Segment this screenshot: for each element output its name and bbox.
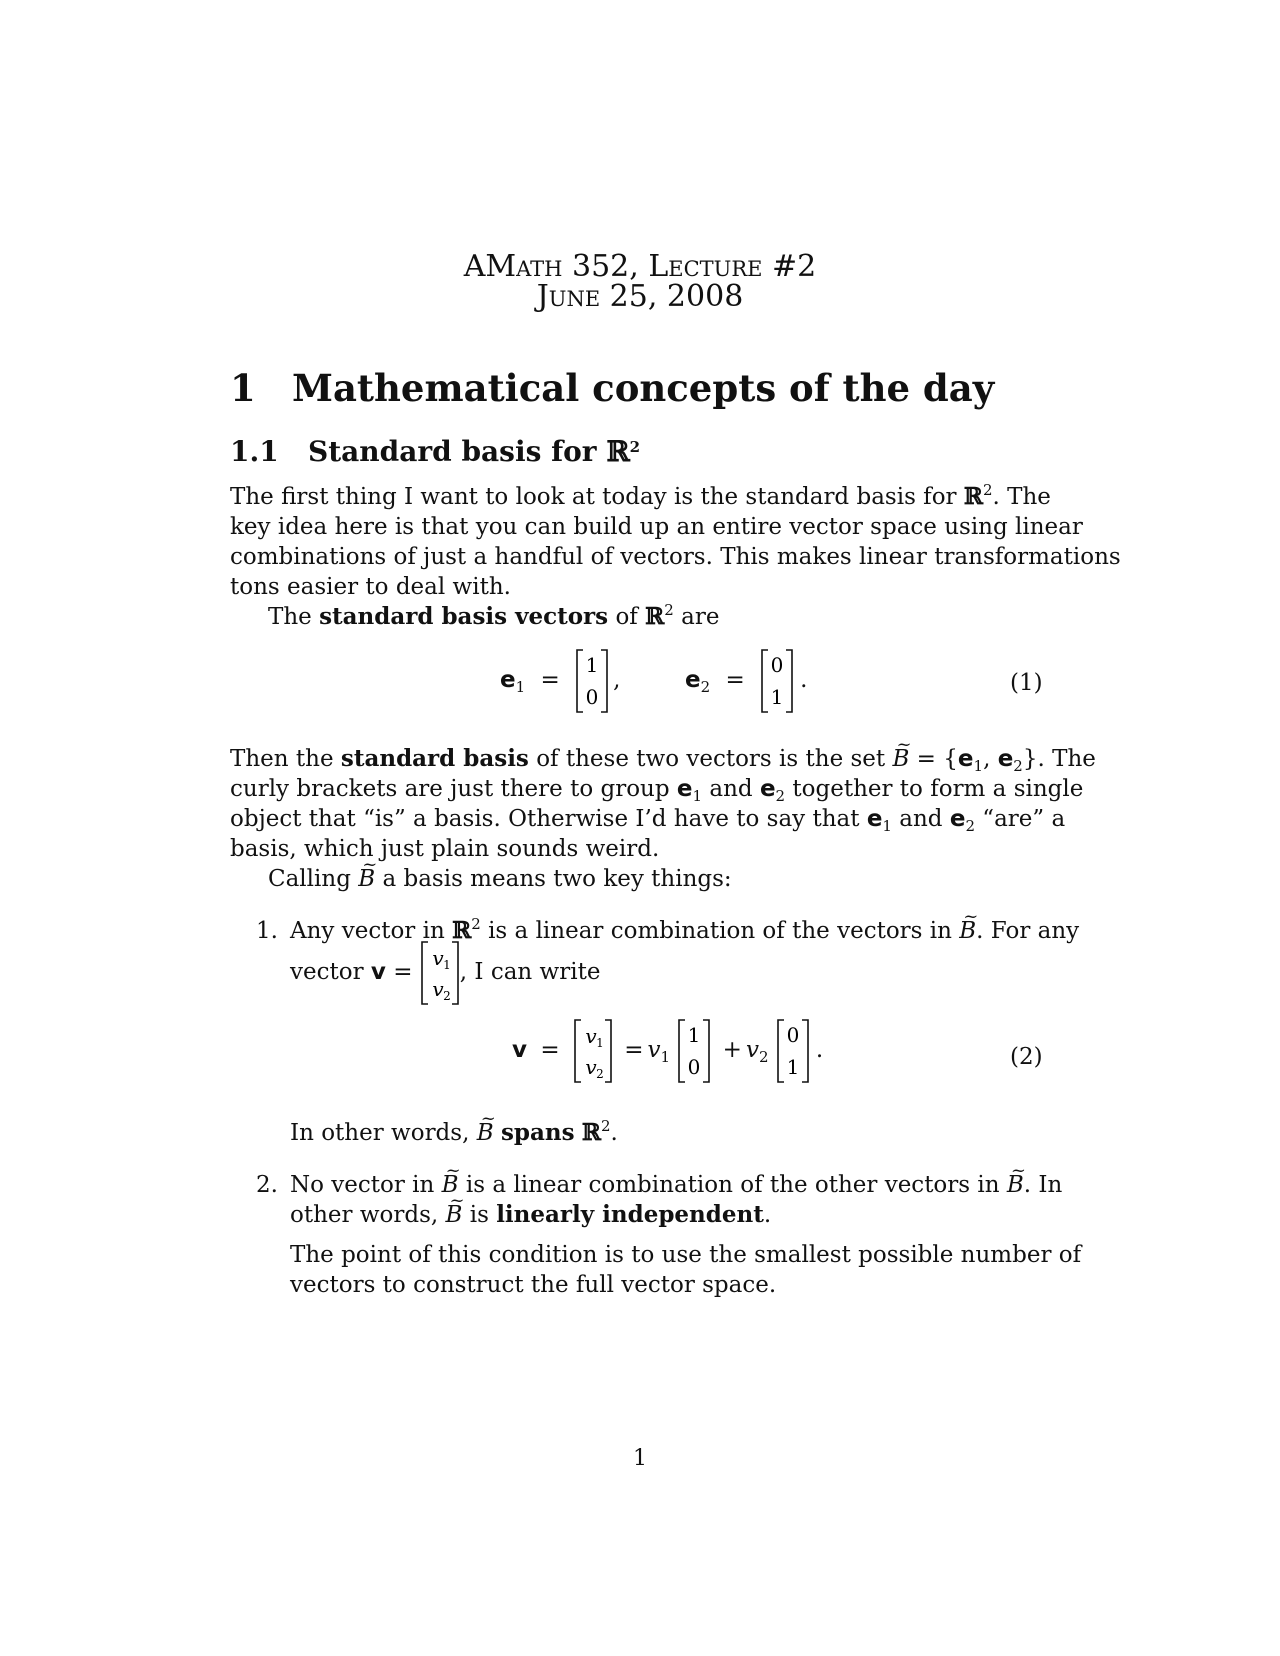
column-vector [420,940,460,1006]
subscript: 1 [660,1048,671,1066]
paragraph-intro [230,481,1121,602]
reals-symbol: ℝ [581,1119,601,1146]
basis-symbol: ~ B [442,1170,459,1200]
text: is [462,1202,497,1228]
list-number-2: 2. [256,1172,278,1198]
matrix-brackets [573,1018,613,1084]
text: other words, [290,1202,446,1228]
text: together to form a single [785,776,1084,802]
text: and [891,806,950,832]
scalar-symbol: v [745,1037,759,1063]
column-vector [760,648,794,714]
text: of [608,604,646,630]
equation-number-1: (1) [1010,670,1043,696]
text: The [268,604,320,630]
equals-sign: = [540,667,560,693]
plus-sign: + [722,1037,742,1063]
comma: , [613,667,621,693]
paragraph-standard-basis: Then the standard basis of these two vectors is the set ~ $B = \{e_1$, $e_2$}. The curly brackets are just there to group $e_1$ and $e_2$ together to form a single object that “is” a basis. Otherwise I’d have to say that $e_1$ and $e_2$ “are” a basis, which just plain sounds weird. [230,744,1040,864]
text: are [673,604,720,630]
subscript: 2 [700,678,711,696]
matrix-entry: 1 [687,1023,701,1047]
bold-term: spans [500,1119,575,1146]
exponent: 2 [471,915,481,933]
list-item-1-conclusion [290,1118,1040,1148]
matrix-brackets [420,940,460,1006]
equals-sign: = [624,1037,644,1063]
text: }. The [1022,746,1096,772]
text: In other words, [290,1120,477,1146]
equation-number-2: (2) [1010,1044,1043,1070]
paragraph-calling-basis [268,864,1048,894]
text: . [610,1120,618,1146]
text: object that “is” a basis. Otherwise I’d have to say that [230,806,867,832]
equals-sign: = [540,1037,560,1063]
list-number-1: 1. [256,918,278,944]
subscript: 2 [758,1048,769,1066]
subsection-number: 1.1 [230,435,279,468]
section-heading [230,368,994,408]
section-title: Mathematical concepts of the day [292,366,995,410]
matrix-entry: v [432,946,444,970]
exponent: 2 [664,601,674,619]
text: = { [909,746,958,772]
text: vectors to construct the full vector space. [290,1272,777,1298]
text: of these two vectors is the set [528,746,893,772]
bold-term: linearly independent [496,1201,764,1228]
text: basis, which just plain sounds weird. [230,836,660,862]
text: a basis means two key things: [375,866,732,892]
subscript: 1 [442,958,451,972]
matrix-entry: 1 [585,653,599,677]
vector-symbol: e [685,667,701,693]
matrix-entry: 1 [770,685,784,709]
text: , I can write [459,959,601,985]
doc-date: June 25, 2008 [536,279,744,314]
basis-symbol: ~ B [446,1200,463,1230]
text: tons easier to deal with. [230,574,511,600]
basis-symbol: ~ B [358,864,375,894]
subscript: 1 [596,1036,604,1050]
list-item-2 [290,1170,1063,1230]
text: . [763,1202,772,1228]
equals-sign: = [725,667,745,693]
basis-symbol: ~ B [892,744,909,774]
section-number: 1 [230,366,256,410]
text: Then the [230,746,341,772]
text: key idea here is that you can build up an entire vector space using linear [230,514,1083,540]
text: Calling [268,866,359,892]
basis-symbol: ~ B [1007,1170,1024,1200]
text: . In [1023,1172,1063,1198]
equation-2 [512,1018,823,1084]
paragraph-basis-vectors [268,602,1048,632]
period: . [815,1037,824,1063]
doc-title: AMath 352, Lecture #2 [463,249,817,284]
text: The first thing I want to look at today is the standard basis for [230,484,964,510]
exponent: 2 [629,438,641,456]
bold-term: standard basis [340,745,529,772]
text: . The [992,484,1051,510]
basis-symbol: ~ B [477,1118,494,1148]
matrix-entry: 1 [786,1055,800,1079]
page-number: 1 [633,1446,647,1471]
text: and [702,776,760,802]
text: is a linear combination of the other vectors in [458,1172,1007,1198]
subsection-title: Standard basis for [308,435,607,468]
matrix-entry: 0 [687,1055,701,1079]
exponent: 2 [982,481,993,499]
matrix-brackets [760,648,794,714]
matrix-entry: 0 [585,685,599,709]
reals-symbol: ℝ [645,603,665,630]
list-item-1-line2 [290,940,690,1006]
equals-sign: = [385,959,420,985]
reals-symbol: ℝ [452,917,472,944]
text: The point of this condition is to use the smallest possible number of [290,1242,1082,1268]
reals-symbol: ℝ [963,483,983,510]
vector-symbol: v [370,959,386,985]
basis-symbol: ~ B [959,916,976,946]
text: vector [290,959,371,985]
subscript: 2 [442,989,451,1003]
period: . [800,667,808,693]
matrix-brackets [677,1018,711,1084]
exponent: 2 [600,1117,611,1135]
column-vector [573,1018,613,1084]
column-vector [677,1018,711,1084]
matrix-entry: 0 [770,653,784,677]
text: curly brackets are just there to group [230,776,677,802]
matrix-brackets [575,648,609,714]
scalar-symbol: v [647,1037,661,1063]
text: “are” a [975,806,1066,832]
list-item-2-explanation [290,1240,1082,1300]
matrix-entry: v [432,977,444,1001]
vector-symbol: e [500,667,516,693]
column-vector [575,648,609,714]
text: Any vector in [290,918,453,944]
matrix-entry: v [585,1055,597,1079]
text: No vector in [290,1172,442,1198]
text: is a linear combination of the vectors in [480,918,960,944]
text: combinations of just a handful of vectors. This makes linear transformations [230,544,1121,570]
matrix-entry: v [585,1024,597,1048]
vector-symbol: v [512,1037,527,1063]
bold-term: standard basis vectors [319,603,609,630]
equation-1 [500,648,807,714]
matrix-entry: 0 [786,1023,800,1047]
text: . For any [976,918,1080,944]
subsection-heading [230,436,640,468]
subscript: 1 [515,678,526,696]
reals-symbol: ℝ [606,435,630,468]
subscript: 2 [596,1067,604,1081]
matrix-brackets [776,1018,810,1084]
column-vector [776,1018,810,1084]
